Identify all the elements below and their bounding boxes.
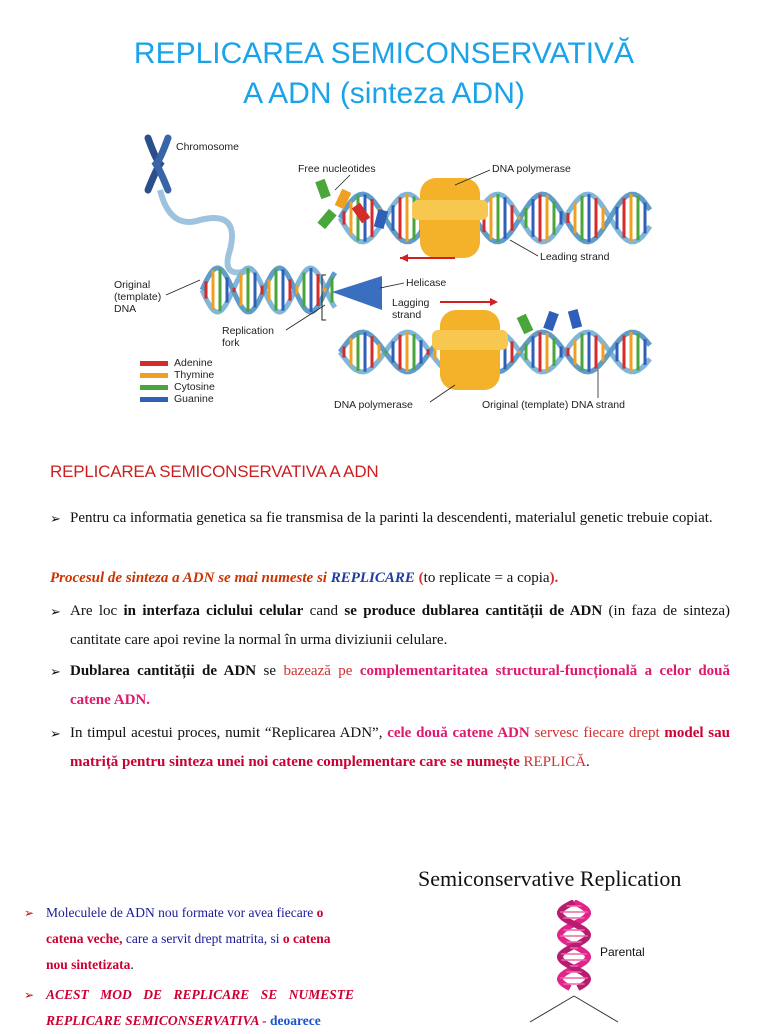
p3-e: (in faza de sinteza) cantitate care apoi revine la normal în urma diviziunii celulare. xyxy=(70,603,731,648)
arrow-bullet-icon: ➢ xyxy=(50,664,61,679)
page-title-line-1: REPLICAREA SEMICONSERVATIVĂ xyxy=(133,37,635,70)
label-lagging-line1: Lagging xyxy=(392,297,430,309)
p7-b: deoarece xyxy=(269,1013,321,1028)
p3-d: se produce dublarea cantității de ADN xyxy=(344,603,603,619)
arrow-bullet-icon: ➢ xyxy=(24,906,35,920)
p2-replicare: REPLICARE xyxy=(330,570,415,586)
label-helicase: Helicase xyxy=(406,277,447,289)
legend-label: Adenine xyxy=(174,357,213,369)
p5-d: model sau matriță pentru sinteza unei noi catene complementare care se numește xyxy=(70,725,730,770)
legend xyxy=(140,357,215,405)
split-line-left xyxy=(530,996,574,1022)
p3-a: Are loc xyxy=(70,603,124,619)
paragraph-3 xyxy=(50,597,730,655)
section-heading: REPLICAREA SEMICONSERVATIVA A ADN xyxy=(50,462,379,481)
helicase-shape xyxy=(332,276,382,310)
arrow-bullet-icon: ➢ xyxy=(50,511,61,526)
p5-e: REPLICĂ xyxy=(519,754,587,770)
label-replication-line1: Replication xyxy=(222,325,274,337)
chromosome-icon xyxy=(148,138,168,190)
paragraph-4 xyxy=(50,657,730,715)
arrow-bullet-icon: ➢ xyxy=(50,604,61,619)
split-line-right xyxy=(574,996,618,1022)
p3-b: in interfaza ciclului celular xyxy=(123,603,304,619)
paragraph-1 xyxy=(50,504,730,533)
label-replication-line2: fork xyxy=(222,337,240,349)
p2-a: Procesul de sinteza a ADN se mai numeste si xyxy=(50,570,331,586)
dna-polymerase-top-shape xyxy=(412,178,488,258)
p5-a: In timpul acestui proces, numit “Replicarea ADN”, xyxy=(70,725,388,741)
p6-a: Moleculele de ADN nou formate vor avea fiecare xyxy=(46,905,317,920)
paragraph-2 xyxy=(50,564,730,593)
legend-swatch xyxy=(140,373,168,378)
p2-c: ( xyxy=(414,570,424,586)
p5-c: servesc fiecare drept xyxy=(529,725,665,741)
p4-c: bazează pe xyxy=(283,663,360,679)
label-chromosome: Chromosome xyxy=(176,141,240,153)
arrow-bullet-icon: ➢ xyxy=(50,726,61,741)
leading-strand-helix xyxy=(340,194,650,242)
dna-polymerase-bottom-shape xyxy=(432,310,508,390)
arrow-bullet-icon: ➢ xyxy=(24,988,35,1002)
p7-a: ACEST MOD DE REPLICARE SE NUMESTE REPLICARE SEMICONSERVATIVA - xyxy=(46,987,354,1028)
p4-b: se xyxy=(256,663,284,679)
p6-b: o catena veche, xyxy=(46,905,324,946)
legend-swatch xyxy=(140,397,168,402)
legend-swatch xyxy=(140,385,168,390)
original-dna-helix xyxy=(202,268,335,312)
semiconservative-title: Semiconservative Replication xyxy=(418,866,682,891)
paragraph-6 xyxy=(24,900,354,978)
p6-d: o catena nou sintetizata xyxy=(46,931,331,972)
label-parental: Parental xyxy=(600,945,645,959)
p6-c: care a servit drept matrita, si xyxy=(122,931,283,946)
page-title-line-2: A ADN (sinteza ADN) xyxy=(243,77,525,110)
legend-label: Guanine xyxy=(174,393,214,405)
dna-replication-diagram xyxy=(110,130,660,420)
label-original-line3: DNA xyxy=(114,303,137,315)
label-leading-strand: Leading strand xyxy=(540,251,610,263)
label-lagging-line2: strand xyxy=(392,309,422,321)
p4-d: complementaritatea structural-funcțională a celor două catene ADN. xyxy=(70,663,731,708)
p2-d: to replicate = a copia xyxy=(423,570,550,586)
label-original-line2: (template) xyxy=(114,291,162,303)
legend-swatch xyxy=(140,361,168,366)
p6-e: . xyxy=(130,957,134,972)
p4-a: Dublarea cantității de ADN xyxy=(70,663,257,679)
paragraph-7 xyxy=(24,982,354,1034)
p5-f: . xyxy=(586,754,590,770)
label-dna-polymerase-top: DNA polymerase xyxy=(492,163,571,175)
legend-label: Thymine xyxy=(174,369,215,381)
legend-label: Cytosine xyxy=(174,381,215,393)
paragraph-1-text: Pentru ca informatia genetica sa fie transmisa de la parinti la descendenti, materialul genetic trebuie copiat. xyxy=(70,510,713,526)
label-free-nucleotides: Free nucleotides xyxy=(298,163,376,175)
paragraph-5 xyxy=(50,719,730,777)
p5-b: cele două catene ADN xyxy=(387,725,530,741)
parental-helix-diagram xyxy=(520,900,720,1024)
p2-e: ). xyxy=(549,570,559,586)
label-dna-polymerase-bottom: DNA polymerase xyxy=(334,399,413,411)
label-original-line1: Original xyxy=(114,279,151,291)
label-original-strand: Original (template) DNA strand xyxy=(482,399,625,411)
p3-c: cand xyxy=(303,603,345,619)
